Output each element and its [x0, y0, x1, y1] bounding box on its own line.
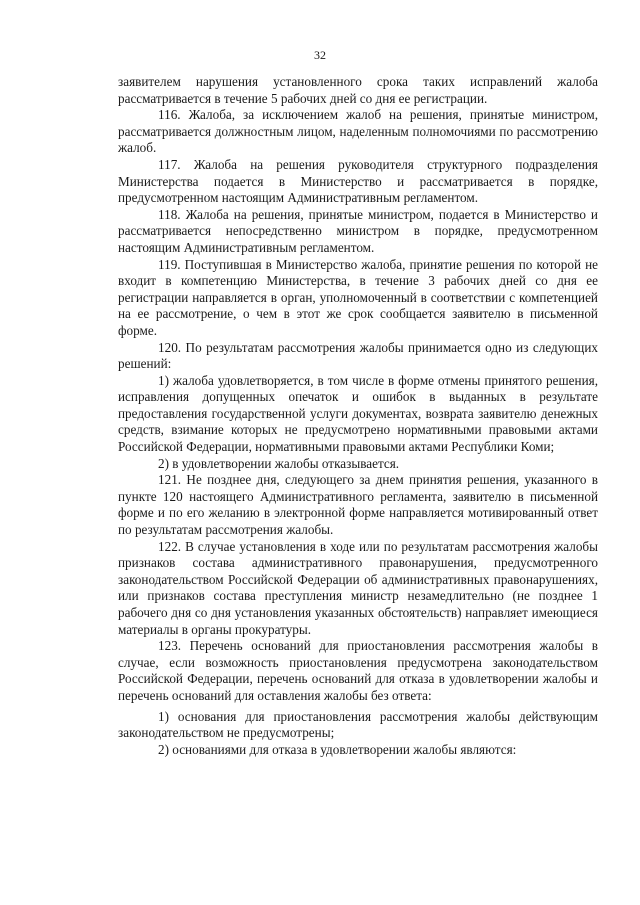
list-item-123-1: 1) основания для приостановления рассмотрения жалобы действующим законодательством не предусмотрены;: [118, 708, 598, 741]
paragraph-123: 123. Перечень оснований для приостановления рассмотрения жалобы в случае, если возможность приостановления предусмотрена законодательством Российской Федерации, перечень оснований для отказа в удовлетворении жалобы и перечень оснований для оставления жалобы без ответа:: [118, 638, 598, 703]
paragraph-116: 116. Жалоба, за исключением жалоб на решения, принятые министром, рассматривается должностным лицом, наделенным полномочиями по рассмотрению жалоб.: [118, 107, 598, 156]
paragraph-continuation: заявителем нарушения установленного срока таких исправлений жалоба рассматривается в течение 5 рабочих дней со дня ее регистрации.: [118, 74, 598, 106]
list-item-123-2: 2) основаниями для отказа в удовлетворении жалобы являются:: [158, 741, 517, 757]
paragraph-120: 120. По результатам рассмотрения жалобы принимается одно из следующих решений:: [118, 339, 598, 372]
list-item-120-1: 1) жалоба удовлетворяется, в том числе в форме отмены принятого решения, исправления допущенных опечаток и ошибок в выданных в результате предоставления государственной услуги документах, возврата заявителю денежных средств, взимание которых не предусмотрено нормативными правовыми актами Российской Федерации, нормативными правовыми актами Республики Коми;: [118, 372, 598, 455]
page-number: 32: [314, 48, 326, 62]
paragraph-117: 117. Жалоба на решения руководителя структурного подразделения Министерства подается в Министерство и рассматривается в порядке, предусмотренном настоящим Административным регламентом.: [118, 156, 598, 206]
list-item-120-2: 2) в удовлетворении жалобы отказывается.: [158, 455, 400, 471]
paragraph-122: 122. В случае установления в ходе или по результатам рассмотрения жалобы признаков состава административного правонарушения, предусмотренного законодательством Российской Федерации об административных правонарушениях, или признаков состава преступления министр незамедлительно (не позднее 1 рабочего дня со дня установления указанных обстоятельств) направляет имеющиеся материалы в органы прокуратуры.: [118, 538, 598, 637]
paragraph-121: 121. Не позднее дня, следующего за днем принятия решения, указанного в пункте 120 настоящего Административного регламента, заявителю в письменной форме и по его желанию в электронной форме направляется мотивированный ответ по результатам рассмотрения жалобы.: [118, 472, 598, 538]
paragraph-118: 118. Жалоба на решения, принятые министром, подается в Министерство и рассматривается непосредственно министром в порядке, предусмотренном настоящим Административным регламентом.: [118, 206, 598, 255]
document-body: [118, 74, 598, 758]
paragraph-119: 119. Поступившая в Министерство жалоба, принятие решения по которой не входит в компетенцию Министерства, в течение 3 рабочих дней со дня ее регистрации направляется в орган, уполномоченный в соответствии с компетенцией на ее рассмотрение, о чем в этот же срок сообщается заявителю в письменной форме.: [118, 256, 598, 338]
